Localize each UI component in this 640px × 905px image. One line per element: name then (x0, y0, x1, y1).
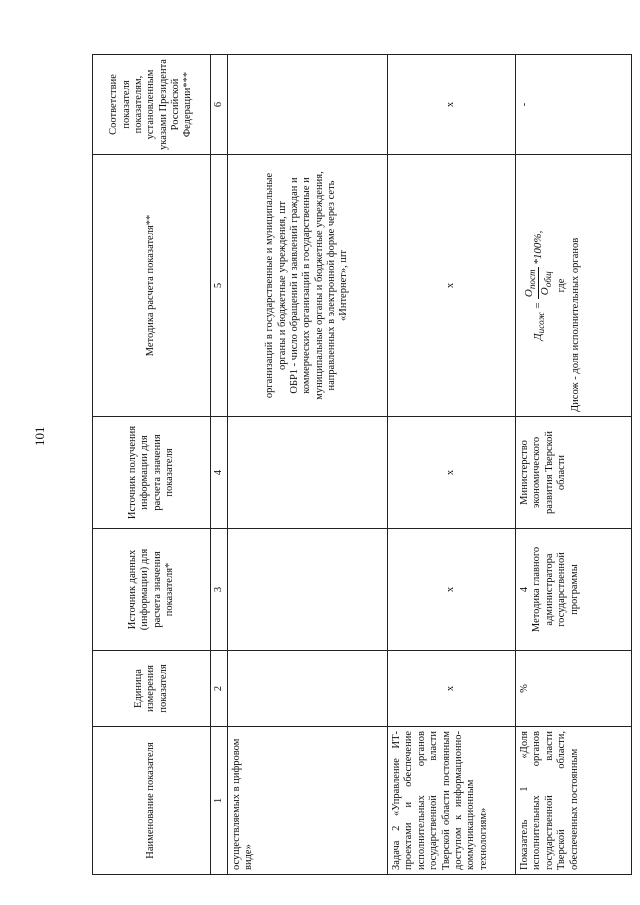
header-method: Методика расчета показателя** (93, 155, 211, 417)
row2-info-source: x (388, 417, 516, 529)
header-unit: Единица измерения показателя (93, 651, 211, 727)
formula-fraction (523, 267, 554, 299)
table-row (516, 55, 632, 875)
row3-data-source-number: 4 (519, 586, 530, 593)
row1-unit (228, 651, 388, 727)
row1-compliance (228, 55, 388, 155)
row2-compliance: x (388, 55, 516, 155)
col-number: 3 (211, 529, 228, 651)
method-formula (523, 159, 554, 412)
row2-method: x (388, 155, 516, 417)
row3-data-source-text: Методика главного администратора государственной программы (531, 546, 580, 633)
formula-lhs: Д (532, 333, 545, 341)
col-number: 5 (211, 155, 228, 417)
row1-data-source (228, 529, 388, 651)
rotated-table-page (92, 55, 632, 875)
formula-eq: = (532, 299, 545, 313)
formula-denominator: $О_{общ}$ (539, 271, 554, 296)
header-data-source: Источник данных (информации) для расчета значения показателя* (93, 529, 211, 651)
row2-data-source: x (388, 529, 516, 651)
formula-where: где (556, 278, 567, 293)
table-header-row (93, 55, 211, 875)
col-number: 1 (211, 727, 228, 875)
row2-name: Задача 2 «Управление ИТ-проектами и обеспечение исполнительных органов государственной власти Тверской области постоянным доступом к информационно-коммуникационным технологиям» (388, 727, 516, 875)
row3-unit: % (516, 651, 632, 727)
indicators-table (92, 54, 632, 875)
page-number: 101 (32, 426, 47, 446)
row1-method (228, 155, 388, 417)
col-number: 4 (211, 417, 228, 529)
header-info-source: Источник получения информации для расчета значения показателя (93, 417, 211, 529)
row1-name: осуществляемых в цифровом виде» (228, 727, 388, 875)
row3-method (516, 155, 632, 417)
header-name: Наименование показателя (93, 727, 211, 875)
col-number: 6 (211, 55, 228, 155)
method-text: Дисож - доля исполнительных органов (570, 237, 582, 412)
formula-numerator: $О_{пост}$ (523, 269, 538, 298)
row3-name: Показатель 1 «Доля исполнительных органов государственной власти Тверской области, обеспеченных постоянным (516, 727, 632, 875)
table-row (388, 55, 516, 875)
row3-data-source (516, 529, 632, 651)
col-number: 2 (211, 651, 228, 727)
row2-unit: x (388, 651, 516, 727)
method-text: ОБР1 - число обращений и заявлений граждан и коммерческих организаций в государственные и муниципальные органы и бюджетные учреждения, направленных в электронной форме через сеть «Интернет», шт (288, 171, 350, 400)
row3-compliance: - (516, 55, 632, 155)
row3-info-source: Министерство экономического развития Тверской области (516, 417, 632, 529)
formula-tail: *100%, (532, 230, 545, 268)
method-text: организаций в государственные и муниципальные органы и бюджетные учреждения, шт (264, 172, 288, 399)
formula-lhs-sub: исож (536, 312, 547, 334)
header-compliance: Соответствие показателя показателям, установленным указами Президента Российской Федерации*** (93, 55, 211, 155)
row1-info-source (228, 417, 388, 529)
column-number-row (211, 55, 228, 875)
table-row (228, 55, 388, 875)
